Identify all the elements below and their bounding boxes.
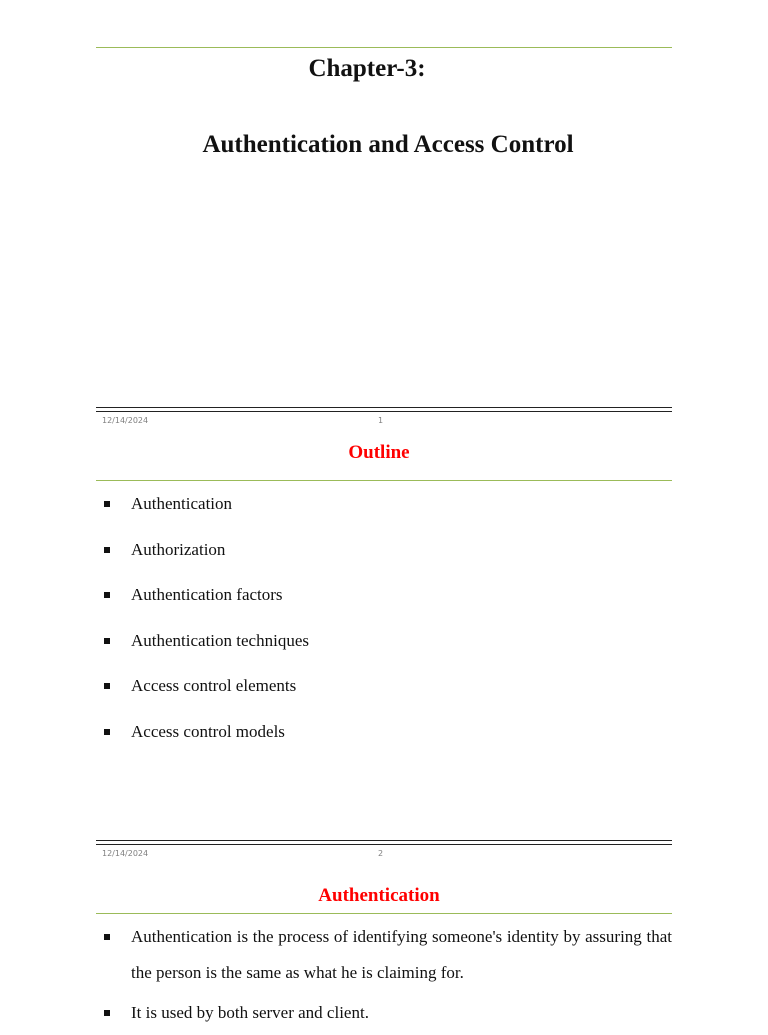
list-item — [96, 631, 672, 677]
list-item — [96, 919, 672, 991]
list-item-text: Access control elements — [131, 676, 297, 695]
slide-2 — [96, 430, 672, 863]
chapter-heading: Chapter-3: — [308, 55, 426, 82]
footer-rule — [96, 407, 672, 412]
bullet-list — [96, 919, 672, 1035]
square-bullet-icon — [104, 501, 110, 507]
slide-title: Authentication — [318, 885, 440, 906]
footer-date: 12/14/2024 — [102, 416, 149, 425]
list-item-text: It is used by both server and client. — [131, 1003, 369, 1022]
title-rule — [96, 480, 672, 481]
top-rule — [96, 47, 672, 48]
list-item — [96, 676, 672, 722]
square-bullet-icon — [104, 638, 110, 644]
list-item-text: Authentication — [131, 494, 233, 513]
list-item-text: Authorization — [131, 539, 226, 559]
square-bullet-icon — [104, 934, 110, 940]
list-item-text: Access control models — [131, 721, 285, 741]
square-bullet-icon — [104, 1010, 110, 1016]
page-number: 2 — [378, 849, 384, 858]
list-item — [96, 494, 672, 540]
slide-1 — [96, 0, 672, 430]
title-rule — [96, 913, 672, 914]
page-number: 1 — [378, 416, 384, 425]
slide-3 — [96, 863, 672, 1024]
list-item — [96, 995, 672, 1031]
slide-title: Outline — [348, 442, 410, 463]
list-item — [96, 585, 672, 631]
square-bullet-icon — [104, 592, 110, 598]
list-item — [96, 540, 672, 586]
outline-list — [96, 494, 672, 767]
square-bullet-icon — [104, 547, 110, 553]
square-bullet-icon — [104, 683, 110, 689]
footer-rule — [96, 840, 672, 845]
slide-title: Authentication and Access Control — [202, 131, 574, 158]
list-item-text: Authentication techniques — [131, 630, 309, 650]
list-item — [96, 722, 672, 768]
list-item-text: Authentication is the process of identifying someone's identity by assuring that the person is the same as what he is claiming for. — [131, 927, 672, 982]
list-item-text: Authentication factors — [131, 585, 283, 604]
footer-date: 12/14/2024 — [102, 849, 149, 858]
square-bullet-icon — [104, 729, 110, 735]
